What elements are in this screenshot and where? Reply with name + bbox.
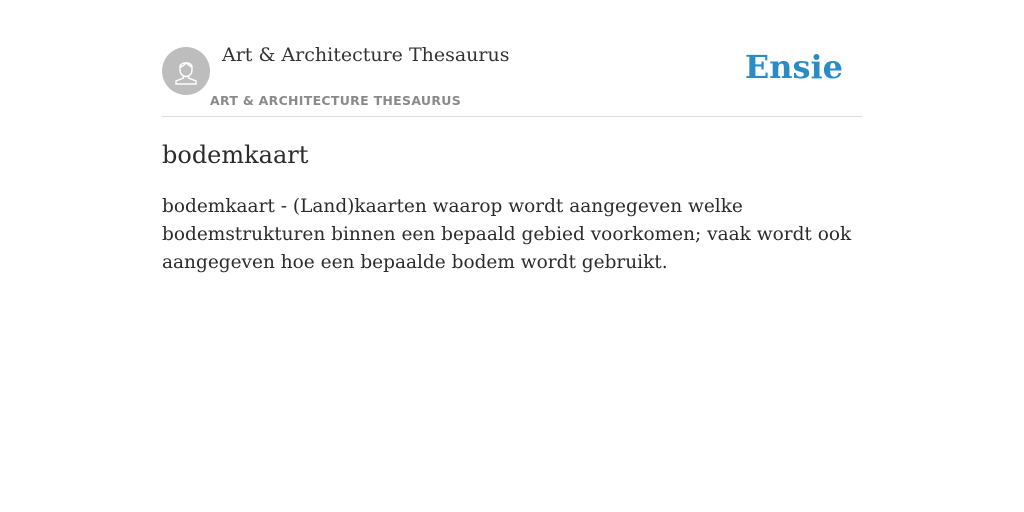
source-subtitle[interactable]: ART & ARCHITECTURE THESAURUS <box>210 93 462 108</box>
source-title[interactable]: Art & Architecture Thesaurus <box>222 44 510 66</box>
user-avatar-icon <box>171 56 201 86</box>
entry-definition: bodemkaart - (Land)kaarten waarop wordt aangegeven welke bodemstrukturen binnen een bepaald gebied voorkomen; vaak wordt ook aangegeven hoe een bepaalde bodem wordt gebruikt. <box>162 196 852 273</box>
avatar[interactable] <box>162 47 210 95</box>
ensie-logo[interactable]: Ensie <box>744 48 843 86</box>
entry-term: bodemkaart <box>162 141 309 169</box>
source-header <box>162 0 862 117</box>
page-container <box>162 0 862 277</box>
